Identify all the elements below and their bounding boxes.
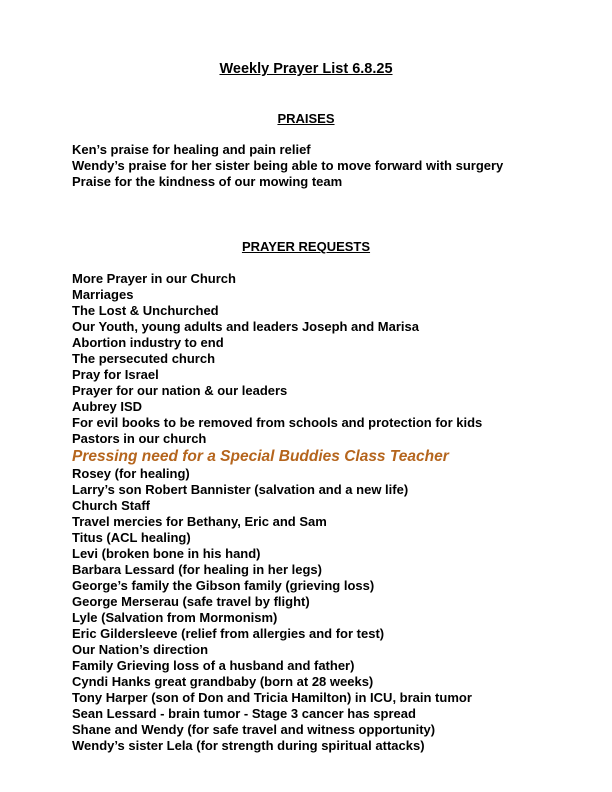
prayer-request-item: The Lost & Unchurched [72, 303, 219, 318]
praise-item: Wendy’s praise for her sister being able to move forward with surgery [72, 158, 504, 173]
prayer-request-item: Pray for Israel [72, 367, 159, 382]
prayer-request-highlight-item: Pressing need for a Special Buddies Class Teacher [72, 448, 449, 465]
prayer-request-item: Prayer for our nation & our leaders [72, 383, 288, 398]
prayer-request-item: Our Nation’s direction [72, 642, 209, 657]
prayer-request-item: Aubrey ISD [72, 399, 143, 414]
prayer-request-item: Rosey (for healing) [72, 466, 190, 481]
praises-heading: PRAISES [277, 111, 335, 126]
prayer-request-item: Church Staff [72, 498, 150, 513]
praise-item: Praise for the kindness of our mowing team [72, 174, 343, 189]
prayer-requests-list [72, 271, 482, 754]
prayer-request-item: Pastors in our church [72, 431, 207, 446]
prayer-request-item: Levi (broken bone in his hand) [72, 546, 261, 561]
prayer-request-item: Wendy’s sister Lela (for strength during spiritual attacks) [72, 738, 425, 753]
document-title: Weekly Prayer List 6.8.25 [219, 61, 393, 77]
prayer-request-item: Shane and Wendy (for safe travel and witness opportunity) [72, 722, 436, 737]
prayer-request-item: Abortion industry to end [72, 335, 224, 350]
prayer-request-item: Travel mercies for Bethany, Eric and Sam [72, 514, 327, 529]
prayer-request-item: Titus (ACL healing) [72, 530, 191, 545]
prayer-request-item: For evil books to be removed from schools and protection for kids [72, 415, 483, 430]
prayer-request-item: George Merserau (safe travel by flight) [72, 594, 310, 609]
prayer-request-item: Cyndi Hanks great grandbaby (born at 28 weeks) [72, 674, 374, 689]
prayer-request-item: The persecuted church [72, 351, 216, 366]
prayer-request-item: Barbara Lessard (for healing in her legs) [72, 562, 322, 577]
prayer-request-item: Eric Gildersleeve (relief from allergies and for test) [72, 626, 385, 641]
prayer-request-item: More Prayer in our Church [72, 271, 236, 286]
prayer-requests-heading: PRAYER REQUESTS [241, 239, 371, 254]
prayer-request-item: Lyle (Salvation from Mormonism) [72, 610, 278, 625]
praise-item: Ken’s praise for healing and pain relief [72, 142, 311, 157]
prayer-request-item: Our Youth, young adults and leaders Joseph and Marisa [72, 319, 419, 334]
prayer-request-item: Marriages [72, 287, 134, 302]
praises-list [72, 142, 503, 190]
prayer-request-item: Sean Lessard - brain tumor - Stage 3 cancer has spread [72, 706, 416, 721]
prayer-request-item: Family Grieving loss of a husband and father) [72, 658, 355, 673]
prayer-request-item: Tony Harper (son of Don and Tricia Hamilton) in ICU, brain tumor [72, 690, 472, 705]
prayer-request-item: George’s family the Gibson family (grieving loss) [72, 578, 375, 593]
prayer-request-item: Larry’s son Robert Bannister (salvation and a new life) [72, 482, 409, 497]
